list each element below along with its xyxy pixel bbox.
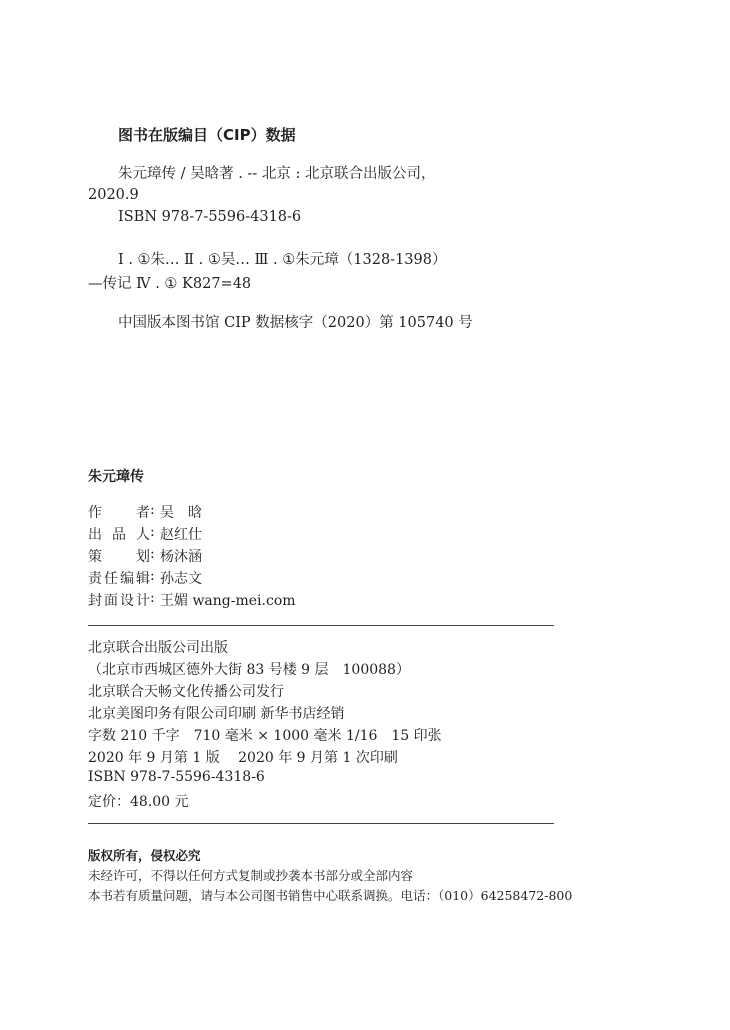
credit-colon: : xyxy=(150,590,155,606)
pub-price: 定价：48.00 元 xyxy=(88,794,189,810)
pub-distributor: 北京联合天畅文化传播公司发行 xyxy=(88,684,284,700)
credit-editor xyxy=(88,568,202,588)
cip-title-line: 朱元璋传 / 吴晗著 . -- 北京 : 北京联合出版公司， xyxy=(118,166,436,182)
credit-name: 吴 晗 xyxy=(160,505,202,521)
credit-role: 策划 xyxy=(88,549,150,565)
divider-top xyxy=(88,625,554,626)
credit-role: 责任编辑 xyxy=(88,571,150,587)
rights-title: 版权所有，侵权必究 xyxy=(88,848,201,863)
credit-author xyxy=(88,502,202,522)
pub-specs: 字数 210 千字 710 毫米 × 1000 毫米 1/16 15 印张 xyxy=(88,728,442,744)
rights-contact: 本书若有质量问题，请与本公司图书销售中心联系调换。电话：（010）64258472-800 xyxy=(88,888,573,903)
cip-classification-cont: —传记 Ⅳ . ① K827=48 xyxy=(88,276,252,292)
credit-colon: : xyxy=(150,568,155,584)
credit-name: 杨沐涵 xyxy=(160,549,202,565)
credit-planner xyxy=(88,546,202,566)
credit-role: 封面设计 xyxy=(88,593,150,609)
pub-printer: 北京美图印务有限公司印刷 新华书店经销 xyxy=(88,706,345,722)
cip-date-line: 2020.9 xyxy=(88,187,139,203)
pub-publisher: 北京联合出版公司出版 xyxy=(88,640,228,656)
cip-record-number: 中国版本图书馆 CIP 数据核字（2020）第 105740 号 xyxy=(118,315,473,331)
credit-name: 王媚 wang-mei.com xyxy=(160,593,296,609)
credit-colon: : xyxy=(150,546,155,562)
credit-name: 孙志文 xyxy=(160,571,202,587)
pub-edition: 2020 年 9 月第 1 版 2020 年 9 月第 1 次印刷 xyxy=(88,750,398,766)
pub-isbn: ISBN 978-7-5596-4318-6 xyxy=(88,769,265,785)
credit-producer xyxy=(88,524,202,544)
pub-address: （北京市西城区德外大街 83 号楼 9 层 100088） xyxy=(88,662,410,678)
book-title: 朱元璋传 xyxy=(88,469,144,485)
divider-bottom xyxy=(88,823,554,824)
credit-name: 赵红仕 xyxy=(160,527,202,543)
cip-classification-line: Ⅰ . ①朱… Ⅱ . ①吴… Ⅲ . ①朱元璋（1328-1398） xyxy=(118,252,447,268)
credit-colon: : xyxy=(150,502,155,518)
cip-isbn-line: ISBN 978-7-5596-4318-6 xyxy=(118,209,302,225)
credit-cover-design xyxy=(88,590,296,610)
rights-notice: 未经许可，不得以任何方式复制或抄袭本书部分或全部内容 xyxy=(88,868,414,883)
credit-role: 作者 xyxy=(88,505,150,521)
credit-role: 出品人 xyxy=(88,527,150,543)
credit-colon: : xyxy=(150,524,155,540)
cip-heading: 图书在版编目（CIP）数据 xyxy=(118,126,296,144)
